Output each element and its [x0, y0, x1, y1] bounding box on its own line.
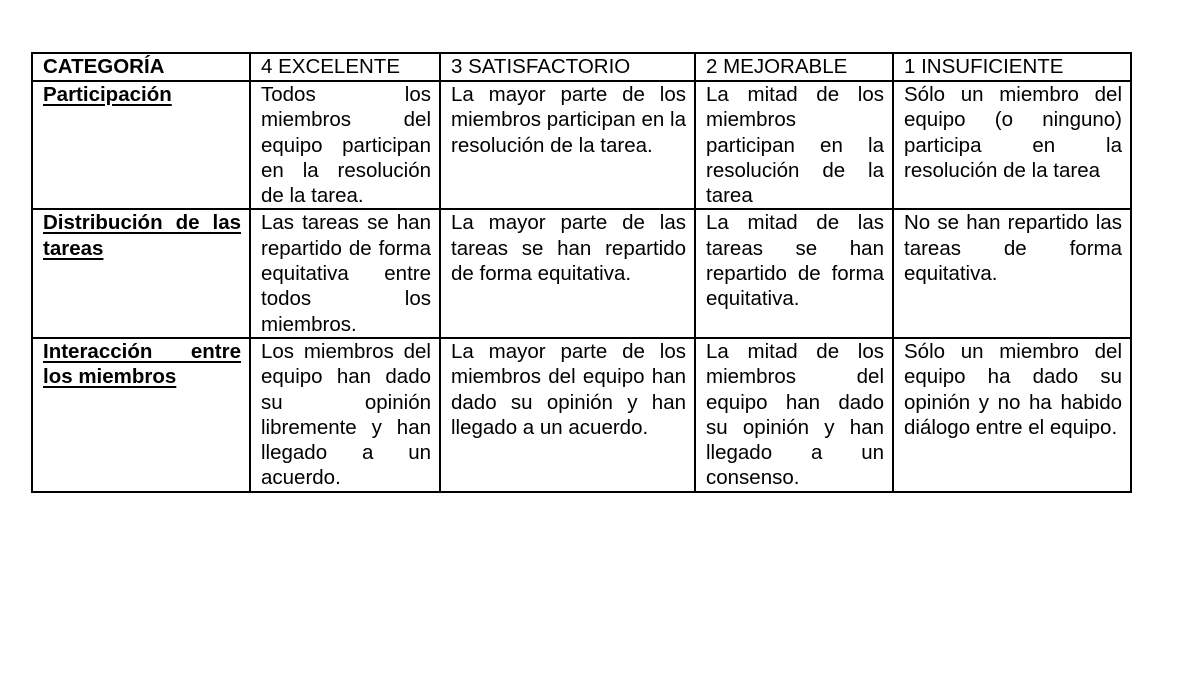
criterion-cell: La mayor parte de los miembros participan en la resolución de la tarea. — [440, 81, 695, 209]
criterion-cell: Sólo un miembro del equipo ha dado su opinión y no ha habido diálogo entre el equipo. — [893, 338, 1131, 492]
criterion-cell: La mayor parte de las tareas se han repartido de forma equitativa. — [440, 209, 695, 337]
category-cell: Distribución de las tareas — [32, 209, 250, 337]
category-cell: Participación — [32, 81, 250, 209]
criterion-cell: Los miembros del equipo han dado su opinión libremente y han llegado a un acuerdo. — [250, 338, 440, 492]
rubric-header — [32, 53, 1131, 81]
rubric-table — [31, 52, 1132, 493]
table-row-participacion — [32, 81, 1131, 209]
header-mejorable: 2 MEJORABLE — [695, 53, 893, 81]
table-row-distribucion — [32, 209, 1131, 337]
header-excelente: 4 EXCELENTE — [250, 53, 440, 81]
criterion-cell: No se han repartido las tareas de forma equitativa. — [893, 209, 1131, 337]
header-insuficiente: 1 INSUFICIENTE — [893, 53, 1131, 81]
criterion-cell: Todos los miembros del equipo participan en la resolución de la tarea. — [250, 81, 440, 209]
criterion-cell: Sólo un miembro del equipo (o ninguno) participa en la resolución de la tarea — [893, 81, 1131, 209]
category-cell: Interacción entre los miembros — [32, 338, 250, 492]
criterion-cell: La mitad de los miembros participan en la resolución de la tarea — [695, 81, 893, 209]
criterion-cell: La mitad de los miembros del equipo han dado su opinión y han llegado a un consenso. — [695, 338, 893, 492]
criterion-cell: La mayor parte de los miembros del equipo han dado su opinión y han llegado a un acuerdo. — [440, 338, 695, 492]
rubric-body — [32, 81, 1131, 492]
criterion-cell: La mitad de las tareas se han repartido de forma equitativa. — [695, 209, 893, 337]
header-satisfactorio: 3 SATISFACTORIO — [440, 53, 695, 81]
criterion-cell: Las tareas se han repartido de forma equitativa entre todos los miembros. — [250, 209, 440, 337]
header-row — [32, 53, 1131, 81]
header-category: CATEGORÍA — [32, 53, 250, 81]
table-row-interaccion — [32, 338, 1131, 492]
